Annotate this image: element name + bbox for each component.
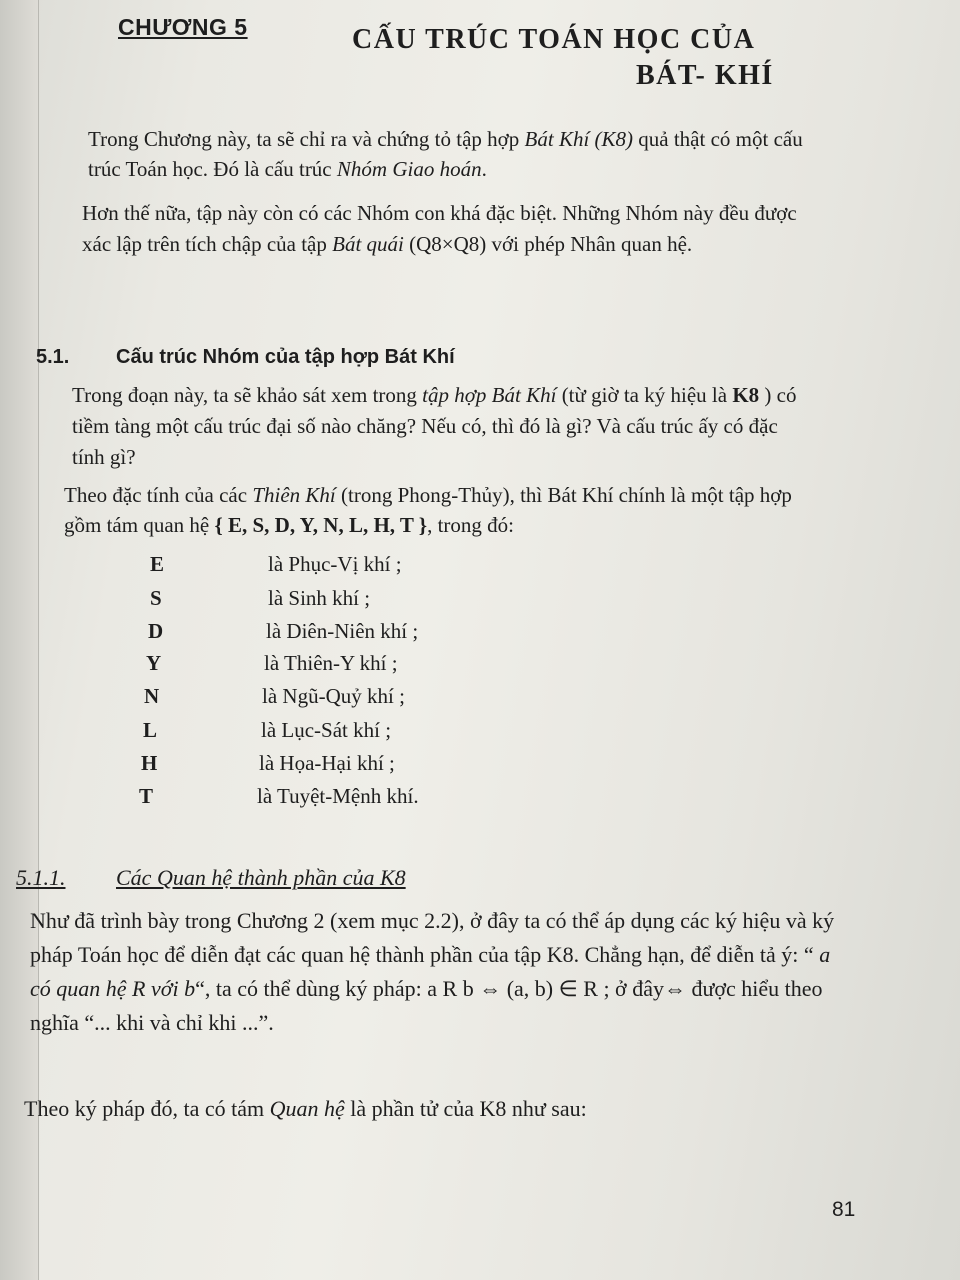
definition-text: là Sinh khí ; <box>268 586 371 610</box>
definition-text: là Tuyệt-Mệnh khí. <box>257 784 419 808</box>
definition-symbol: Y <box>146 651 162 675</box>
previous-page-edge <box>0 0 39 1280</box>
intro-paragraph-2: Hơn thế nữa, tập này còn có các Nhóm con khá đặc biệt. Những Nhóm này đều được xác lập trên tích chập của tập Bát quái (Q8×Q8) với phép Nhân quan hệ. <box>82 201 797 256</box>
subsection-heading: Các Quan hệ thành phần của K8 <box>116 865 406 890</box>
definition-text: là Phục-Vị khí ; <box>268 552 402 576</box>
section-heading: Cấu trúc Nhóm của tập hợp Bát Khí <box>116 346 455 368</box>
definition-text: là Ngũ-Quỷ khí ; <box>262 684 405 708</box>
chapter-label: CHƯƠNG 5 <box>118 14 248 40</box>
subsection-paragraph-2: Theo ký pháp đó, ta có tám Quan hệ là phần tử của K8 như sau: <box>24 1096 587 1121</box>
section-number: 5.1. <box>36 346 70 368</box>
chapter-title-line-1: CẤU TRÚC TOÁN HỌC CỦA <box>352 24 756 55</box>
subsection-number: 5.1.1. <box>16 865 66 890</box>
intro-paragraph-1: Trong Chương này, ta sẽ chỉ ra và chứng tỏ tập hợp Bát Khí (K8) quả thật có một cấu trúc Toán học. Đó là cấu trúc Nhóm Giao hoán. <box>88 127 803 181</box>
definition-symbol: N <box>144 684 160 708</box>
definition-text: là Diên-Niên khí ; <box>266 619 419 643</box>
chapter-title-line-2: BÁT- KHÍ <box>636 60 774 91</box>
definition-symbol: H <box>141 751 158 775</box>
definition-text: là Lục-Sát khí ; <box>261 718 392 742</box>
section-paragraph-2: Theo đặc tính của các Thiên Khí (trong Phong-Thủy), thì Bát Khí chính là một tập hợp gồm tám quan hệ { E, S, D, Y, N, L, H, T }, trong đó: <box>64 483 792 537</box>
section-paragraph-1: Trong đoạn này, ta sẽ khảo sát xem trong tập hợp Bát Khí (từ giờ ta ký hiệu là K8 ) có tiềm tàng một cấu trúc đại số nào chăng? Nếu có, thì đó là gì? Và cấu trúc ấy có đặc tính gì? <box>72 383 797 469</box>
definition-symbol: T <box>139 784 154 808</box>
definition-symbol: D <box>148 619 164 643</box>
definition-symbol: S <box>150 586 162 610</box>
definition-text: là Họa-Hại khí ; <box>259 751 395 775</box>
definition-symbol: E <box>150 552 165 576</box>
page-number: 81 <box>832 1198 856 1221</box>
subsection-paragraph-1: Như đã trình bày trong Chương 2 (xem mục 2.2), ở đây ta có thể áp dụng các ký hiệu và ký pháp Toán học để diễn đạt các quan hệ thành phần của tập K8. Chẳng hạn, để diễn tả ý: “ a có quan hệ R với b“, ta có thể dùng ký pháp: a R b ⇔ (a, b) ∈ R ; ở đây⇔ được hiểu theo nghĩa “... khi và chỉ khi ...”. <box>30 908 835 1035</box>
definition-symbol: L <box>143 718 158 742</box>
definition-text: là Thiên-Y khí ; <box>264 651 398 675</box>
